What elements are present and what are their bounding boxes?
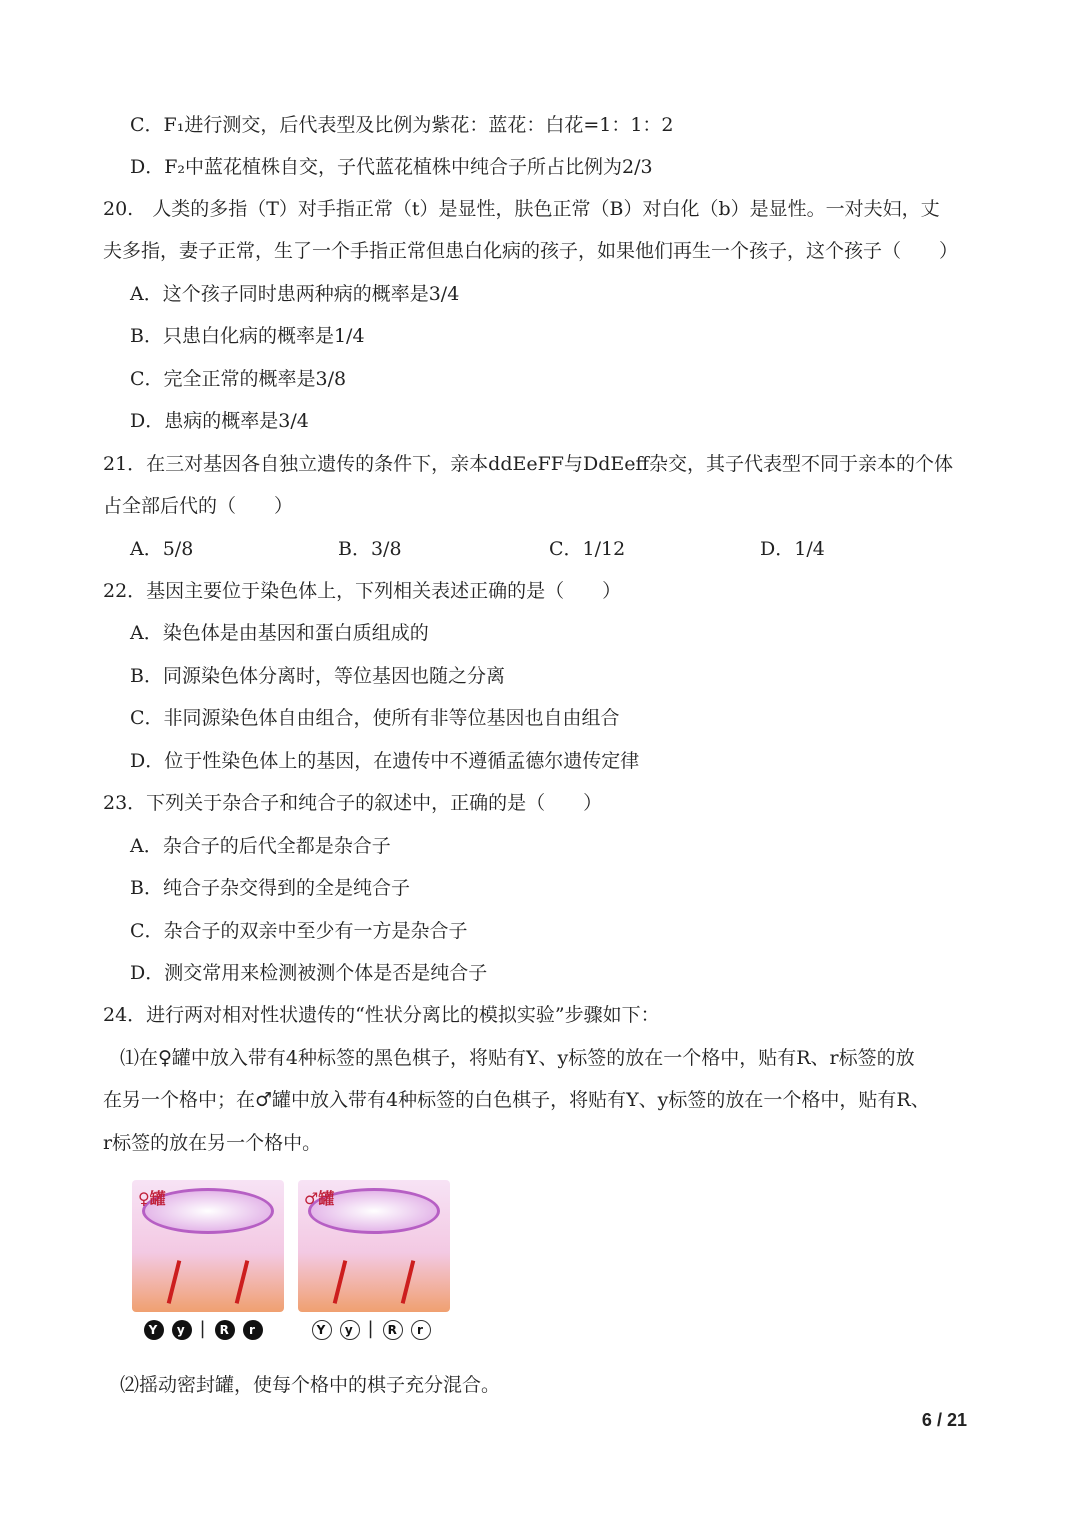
bead: R	[215, 1320, 235, 1340]
q20-option-a: A．这个孩子同时患两种病的概率是3/4	[130, 283, 460, 305]
male-jar-label: ♂罐	[304, 1189, 335, 1208]
bead: r	[411, 1320, 431, 1340]
q21-option-c: C．1/12	[549, 538, 626, 560]
male-jar	[298, 1180, 450, 1312]
q24-step1-line2: 在另一个格中；在♂罐中放入带有4种标签的白色棋子，将贴有Y、y标签的放在一个格中，贴有R、	[103, 1089, 930, 1111]
q20-option-c: C．完全正常的概率是3/8	[130, 368, 347, 390]
q24-step1-line3: r标签的放在另一个格中。	[103, 1132, 322, 1154]
q21-stem-line2: 占全部后代的（ ）	[103, 495, 294, 517]
female-beads	[144, 1318, 263, 1340]
bead-separator: |	[199, 1318, 208, 1339]
q22-option-c: C．非同源染色体自由组合，使所有非等位基因也自由组合	[130, 707, 620, 729]
q21-option-b: B．3/8	[338, 538, 402, 560]
bead: Y	[312, 1320, 332, 1340]
q19-option-d: D．F₂中蓝花植株自交，子代蓝花植株中纯合子所占比例为2/3	[130, 156, 653, 178]
female-jar	[132, 1180, 284, 1312]
page-total: 21	[946, 1410, 967, 1430]
page-number	[922, 1410, 967, 1431]
q22-option-d: D．位于性染色体上的基因，在遗传中不遵循孟德尔遗传定律	[130, 750, 640, 772]
q20-stem-line1: 20. 人类的多指（T）对手指正常（t）是显性，肤色正常（B）对白化（b）是显性。一对夫妇，丈	[103, 198, 940, 220]
bead: Y	[144, 1320, 164, 1340]
female-jar-label: ♀罐	[138, 1189, 166, 1208]
q19-option-c: C．F₁进行测交，后代表型及比例为紫花：蓝花：白花=1：1：2	[130, 114, 674, 136]
q23-option-b: B．纯合子杂交得到的全是纯合子	[130, 877, 410, 899]
q22-option-b: B．同源染色体分离时，等位基因也随之分离	[130, 665, 505, 687]
bead: r	[243, 1320, 263, 1340]
q21-stem-line1: 21．在三对基因各自独立遗传的条件下，亲本ddEeFF与DdEeff杂交，其子代表型不同于亲本的个体	[103, 453, 953, 475]
q21-option-d: D．1/4	[760, 538, 825, 560]
bead: y	[172, 1320, 192, 1340]
q20-option-b: B．只患白化病的概率是1/4	[130, 325, 365, 347]
arrow-icon	[235, 1260, 250, 1304]
bead: y	[340, 1320, 360, 1340]
page-separator: /	[936, 1410, 942, 1430]
arrow-icon	[167, 1260, 182, 1304]
q22-stem: 22．基因主要位于染色体上，下列相关表述正确的是（ ）	[103, 580, 622, 602]
q23-option-a: A．杂合子的后代全都是杂合子	[130, 835, 391, 857]
q24-step1-line1: ⑴在♀罐中放入带有4种标签的黑色棋子，将贴有Y、y标签的放在一个格中，贴有R、r标签的放	[120, 1047, 915, 1069]
male-beads	[312, 1318, 431, 1340]
arrow-icon	[401, 1260, 416, 1304]
bead-separator: |	[367, 1318, 376, 1339]
bead: R	[383, 1320, 403, 1340]
q21-option-a: A．5/8	[130, 538, 194, 560]
q22-option-a: A．染色体是由基因和蛋白质组成的	[130, 622, 429, 644]
q23-option-c: C．杂合子的双亲中至少有一方是杂合子	[130, 920, 468, 942]
q24-stem: 24．进行两对相对性状遗传的“性状分离比的模拟实验”步骤如下：	[103, 1004, 660, 1026]
q24-step2: ⑵摇动密封罐，使每个格中的棋子充分混合。	[120, 1374, 501, 1396]
arrow-icon	[333, 1260, 348, 1304]
q23-stem: 23．下列关于杂合子和纯合子的叙述中，正确的是（ ）	[103, 792, 603, 814]
q23-option-d: D．测交常用来检测被测个体是否是纯合子	[130, 962, 488, 984]
q20-stem-line2: 夫多指，妻子正常，生了一个手指正常但患白化病的孩子，如果他们再生一个孩子，这个孩子（ ）	[103, 240, 959, 262]
jar-figure	[132, 1180, 452, 1340]
page-current: 6	[921, 1410, 932, 1430]
q20-option-d: D．患病的概率是3/4	[130, 410, 309, 432]
